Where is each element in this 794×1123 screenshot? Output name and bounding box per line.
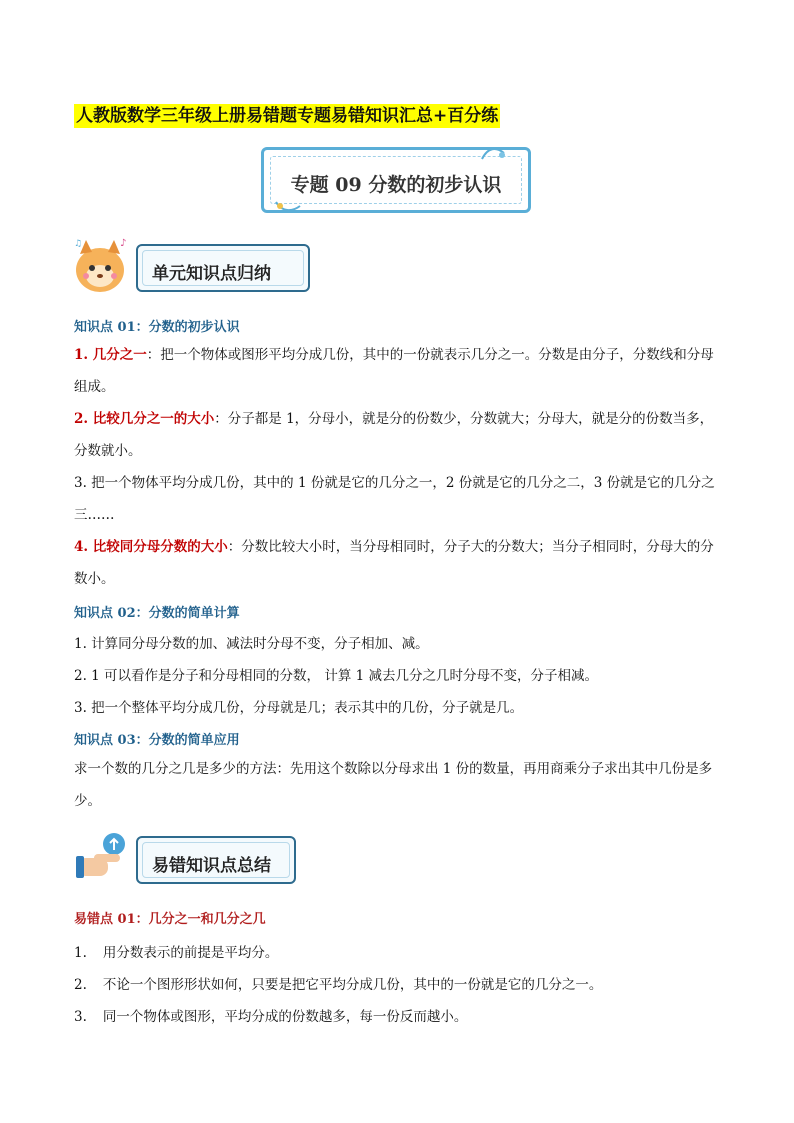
- leaf-decoration-icon: [478, 147, 508, 163]
- svg-text:♫: ♫: [74, 239, 83, 249]
- list-item: 1. 用分数表示的前提是平均分。: [74, 945, 279, 961]
- paragraph: 1. 计算同分母分数的加、减法时分母不变，分子相加、减。: [74, 636, 429, 652]
- paragraph: 1. 几分之一：把一个物体或图形平均分成几份，其中的一份就表示几分之一。分数是由分子，分数线和分母组成。: [74, 347, 714, 395]
- knowledge-point-label: 知识点 02：分数的简单计算: [74, 606, 240, 621]
- knowledge-point-label: 知识点 01：分数的初步认识: [74, 320, 240, 335]
- list-item: 2. 不论一个图形形状如何，只要是把它平均分成几份，其中的一份就是它的几分之一。: [74, 977, 603, 993]
- svg-text:♪: ♪: [120, 238, 127, 249]
- pointing-hand-icon: [74, 830, 134, 882]
- document-header: 人教版数学三年级上册易错题专题易错知识汇总+百分练: [76, 106, 499, 126]
- section-heading-knowledge: [136, 244, 310, 292]
- paragraph: 求一个数的几分之几是多少的方法：先用这个数除以分母求出 1 份的数量，再用商乘分子求出其中几份是多少。: [74, 761, 713, 809]
- term-highlight: 几分之一: [92, 347, 147, 363]
- leaf-decoration-icon: [274, 198, 302, 214]
- topic-title-box: [261, 147, 531, 213]
- list-item: 3. 同一个物体或图形，平均分成的份数越多，每一份反而越小。: [74, 1009, 468, 1025]
- section-title: 易错知识点总结: [152, 856, 271, 876]
- section-title: 单元知识点归纳: [152, 264, 271, 284]
- paragraph: 4. 比较同分母分数的大小：分数比较大小时，当分母相同时，分子大的分数大；当分子相同时，分母大的分数小。: [74, 539, 714, 587]
- error-point-label: 易错点 01：几分之一和几分之几: [74, 912, 266, 927]
- paragraph: 3. 把一个整体平均分成几份，分母就是几；表示其中的几份，分子就是几。: [74, 700, 524, 716]
- topic-title: 专题 09 分数的初步认识: [290, 174, 502, 196]
- term-highlight: 比较几分之一的大小: [92, 411, 215, 427]
- cartoon-animal-icon: [68, 234, 134, 298]
- paragraph: 2. 比较几分之一的大小：分子都是 1，分母小，就是分的份数少，分数就大；分母大，就是分的份数当多，分数就小。: [74, 411, 714, 459]
- paragraph: 2. 1 可以看作是分子和分母相同的分数， 计算 1 减去几分之几时分母不变，分子相减。: [74, 668, 599, 684]
- knowledge-point-label: 知识点 03：分数的简单应用: [74, 733, 240, 748]
- paragraph: 3. 把一个物体平均分成几份，其中的 1 份就是它的几分之一，2 份就是它的几分之二，3 份就是它的几分之三……: [74, 475, 715, 523]
- term-highlight: 比较同分母分数的大小: [92, 539, 228, 555]
- section-heading-mistakes: [136, 836, 296, 884]
